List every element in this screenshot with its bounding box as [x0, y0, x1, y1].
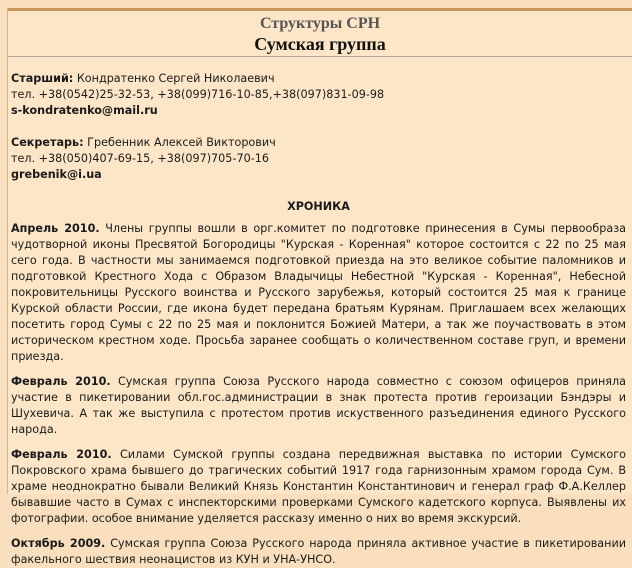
chronicle-entry [11, 536, 626, 568]
contact-secretary [11, 135, 626, 183]
chronicle-heading: ХРОНИКА [287, 200, 350, 213]
contact-email[interactable]: grebenik@i.ua [11, 168, 102, 181]
chronicle-entry [11, 221, 626, 365]
contact-email[interactable]: s-kondratenko@mail.ru [11, 104, 158, 117]
page-header [8, 11, 632, 57]
entry-text: Члены группы вошли в орг.комитет по подготовке принесения в Сумы первообраза чудотворной иконы Пресвятой Богородицы "Курская - Коренная" которое состоится с 22 по 25 мая сего года. В частности мы занимаемся подготовкой приезда на это великое событие паломников и подготовкой Крестного Хода с Образом Владычицы Небестной "Курская - Коренная", Небесной покровительницы Русского воинства и Русского зарубежья, который состоится 25 мая к границе Курской области России, где икона будет передана братьям Курянам. Приглашаем всех желающих посетить город Сумы с 22 по 25 мая и поклонится Божией Матери, а так же поучаствовать в этом историческом крестном ходе. Просьба заранее сообщать о количественном составе груп, и времени приезда. [11, 222, 626, 363]
page-title: Сумская группа [254, 34, 386, 54]
contact-name: Гребенник Алексей Викторович [87, 136, 276, 149]
chronicle-entry [11, 447, 626, 527]
contact-name: Кондратенко Сергей Николаевич [76, 72, 275, 85]
contact-phones: тел. +38(0542)25-32-53, +38(099)716-10-85,+38(097)831-09-98 [11, 88, 385, 101]
entry-date: Октябрь 2009. [11, 537, 106, 550]
chronicle-entry [11, 374, 626, 438]
contact-role: Старший: [11, 72, 74, 85]
entry-text: Силами Сумской группы создана передвижная выставка по истории Сумского Покровского храма бывшего до трагических событий 1917 года гарнизонным храмом города Сум. В храме неоднократно бывали Великий Князь Константин Константинович и генерал граф Ф.А.Келлер бывавшие часто в Сумах с инспекторскими проверками Сумского кадетского корпуса. Выявлены их фотографии. особое внимание уделяется рассказу именно о них во время экскурсий. [11, 448, 626, 525]
entry-text: Сумская группа Союза Русского народа совместно с союзом офицеров приняла участие в пикетировании обл.гос.администрации в знак протеста против героизации Бэндэры и Шухевича. А так же выступила с протестом против искуственного разъединения единого Русского народа. [11, 375, 627, 436]
contact-phones: тел. +38(050)407-69-15, +38(097)705-70-16 [11, 152, 269, 165]
entry-date: Апрель 2010. [11, 222, 100, 235]
section-title: Структуры СРН [259, 15, 381, 32]
entry-date: Февраль 2010. [11, 375, 111, 388]
entry-text: Сумская группа Союза Русского народа приняла активное участие в пикетировании факельного шествия неонацистов из КУН и УНА-УНСО. [11, 537, 627, 566]
contact-role: Секретарь: [11, 136, 84, 149]
contact-senior [11, 71, 626, 119]
page [7, 8, 632, 566]
main-content [8, 57, 632, 568]
entry-date: Февраль 2010. [11, 448, 112, 461]
